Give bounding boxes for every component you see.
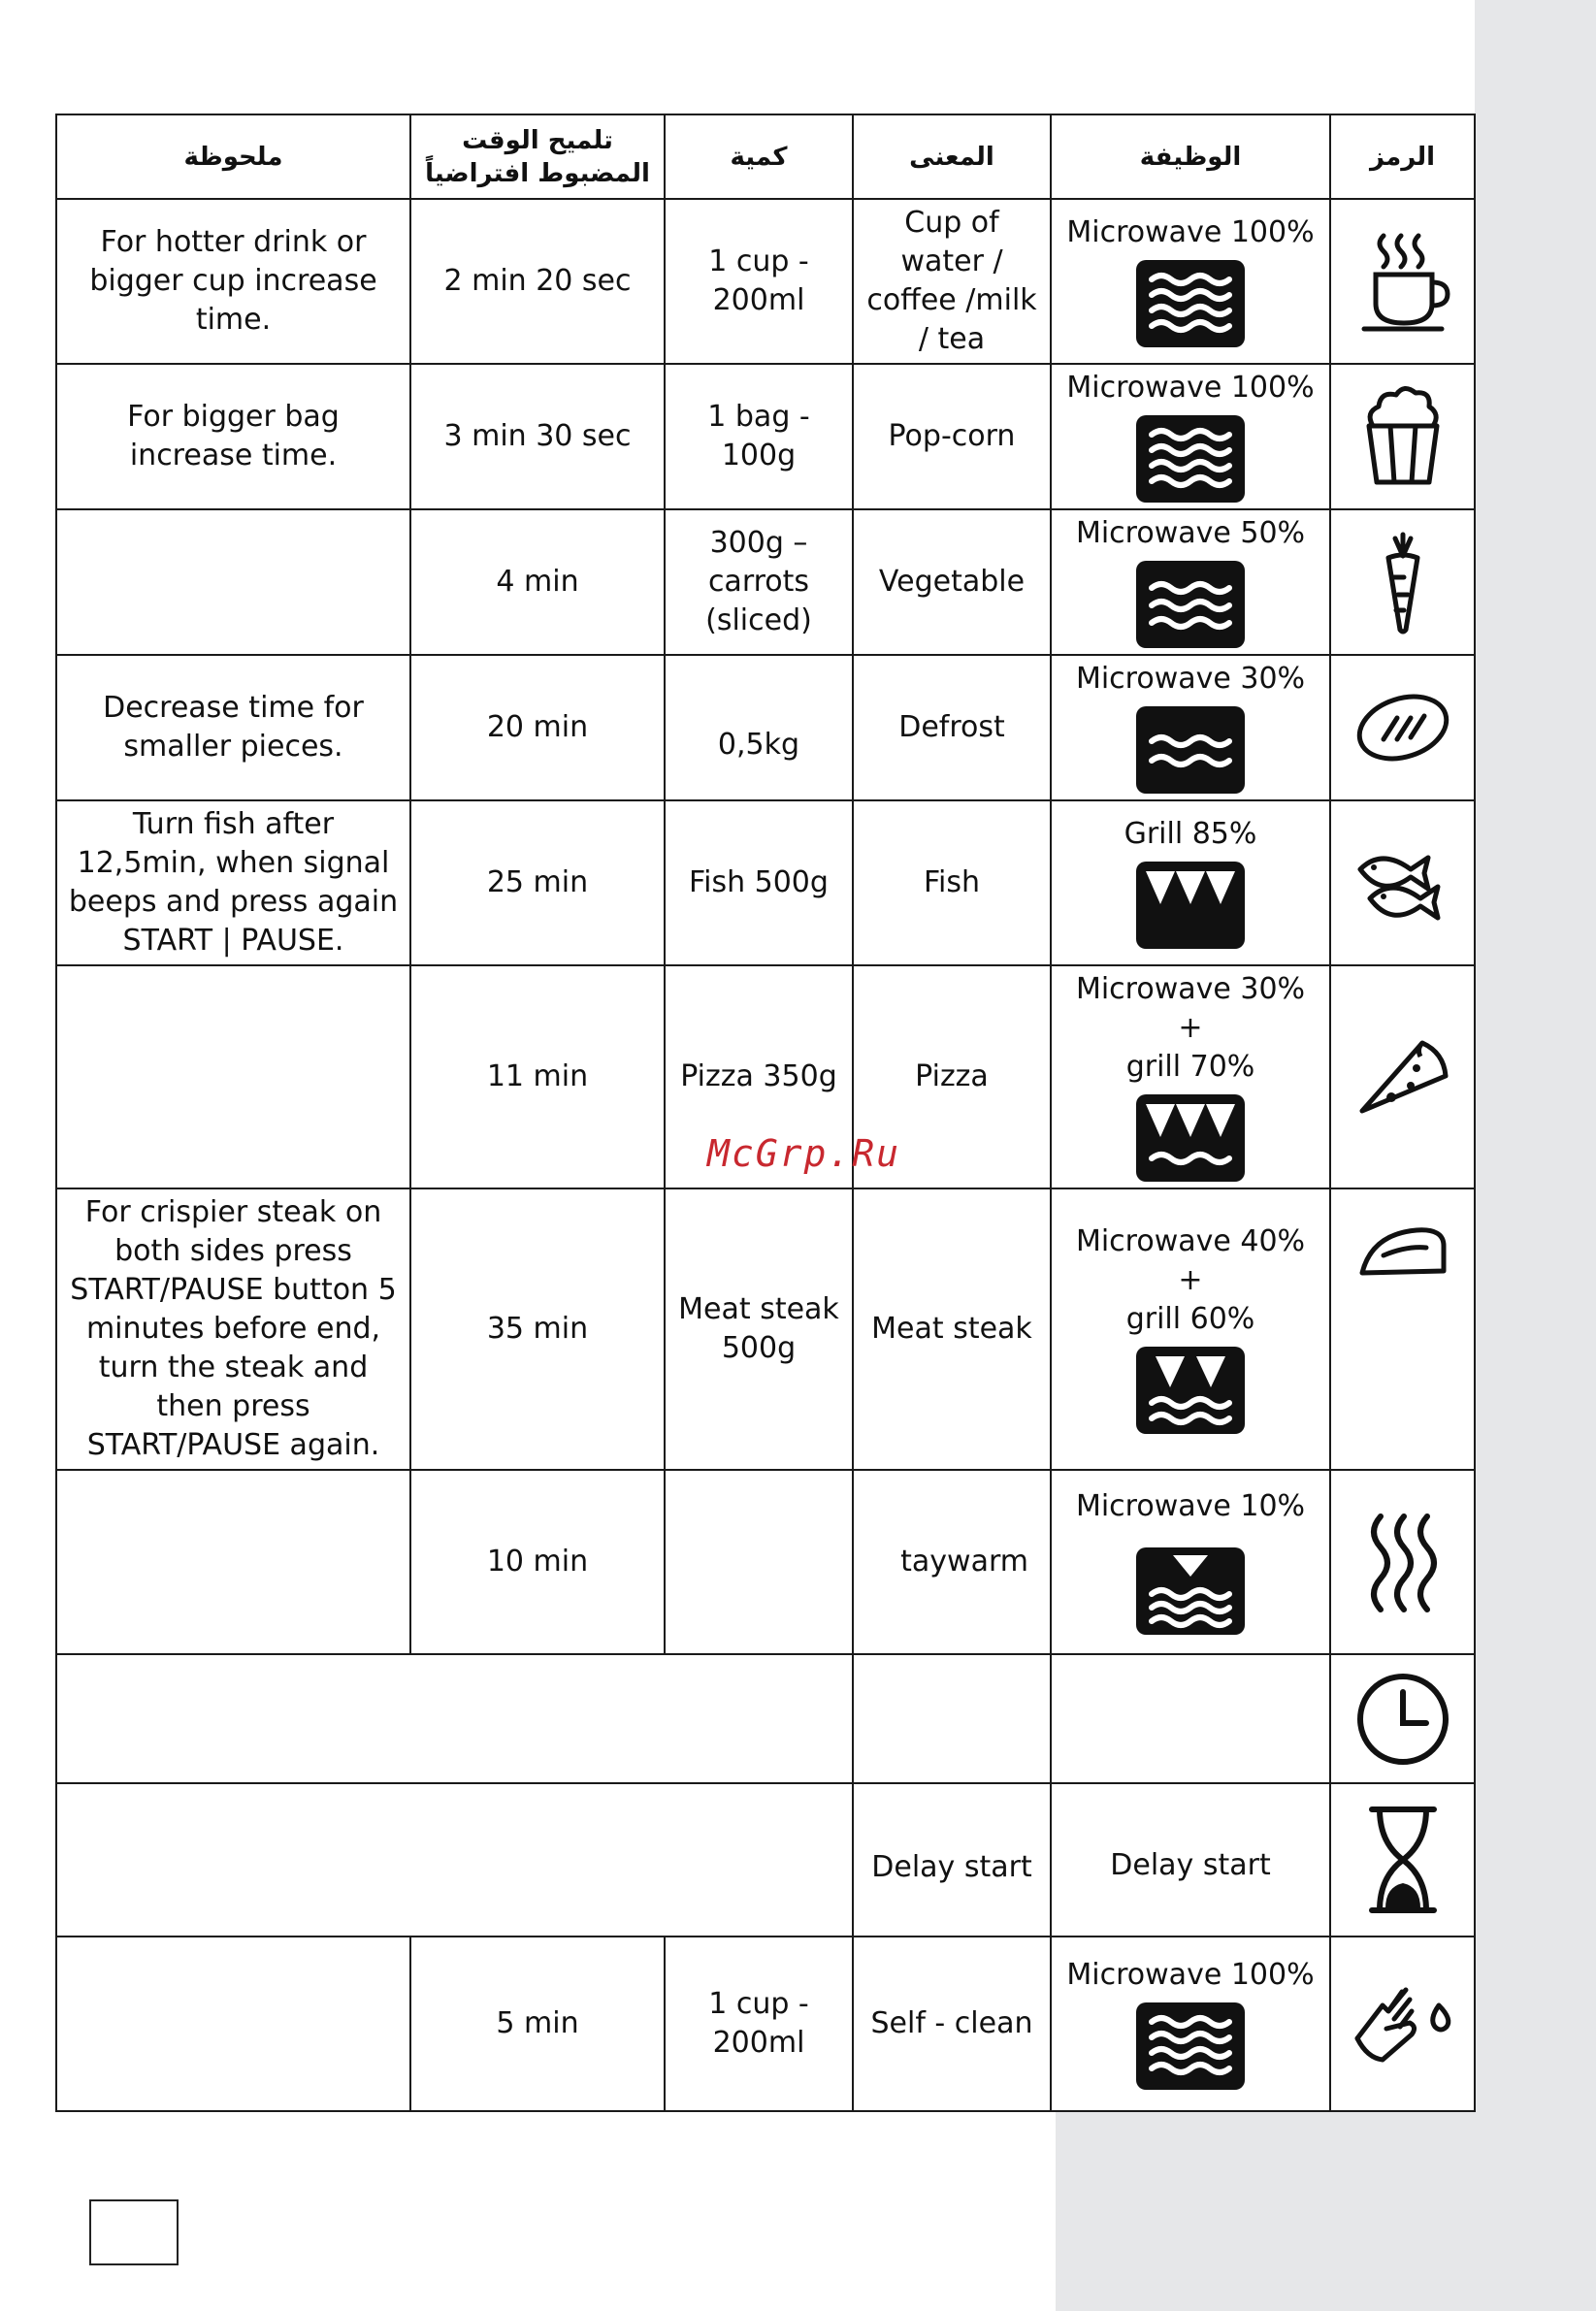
- header-meaning: المعنى: [853, 114, 1051, 199]
- note-cell: [56, 1470, 410, 1654]
- symbol-cell: [1330, 1937, 1475, 2111]
- meaning-cell: Pizza: [853, 965, 1051, 1188]
- function-cell: [1051, 1188, 1330, 1470]
- time-cell: 2 min 20 sec: [410, 199, 665, 364]
- page-number-box: [89, 2199, 179, 2265]
- meaning-cell: Fish: [853, 800, 1051, 965]
- microwave-4waves-icon: [1134, 413, 1247, 505]
- time-cell: 25 min: [410, 800, 665, 965]
- cleaning-hand-icon: [1350, 1980, 1456, 2067]
- hourglass-icon: [1364, 1802, 1442, 1918]
- symbol-cell: [1330, 800, 1475, 965]
- function-cell: [1051, 800, 1330, 965]
- pizza-icon: [1354, 1033, 1451, 1121]
- time-cell: 11 min: [410, 965, 665, 1188]
- cup-icon: [1354, 228, 1451, 335]
- meaning-cell: Defrost: [853, 655, 1051, 800]
- time-cell: 20 min: [410, 655, 665, 800]
- empty-cell: [56, 1654, 853, 1783]
- note-cell: For bigger bag increase time.: [56, 364, 410, 509]
- grill-icon: [1134, 860, 1247, 951]
- bread-icon: [1354, 689, 1451, 766]
- microwave-3waves-icon: [1134, 559, 1247, 650]
- meaning-cell: Cup of water / coffee /milk / tea: [853, 199, 1051, 364]
- table-header-row: [56, 114, 1475, 199]
- page-margin-band-bottom: [1056, 2110, 1596, 2311]
- quantity-cell: [665, 1470, 853, 1654]
- symbol-cell: [1330, 1470, 1475, 1654]
- note-cell: For hotter drink or bigger cup increase time.: [56, 199, 410, 364]
- symbol-cell: [1330, 965, 1475, 1188]
- quantity-cell: 1 cup - 200ml: [665, 1937, 853, 2111]
- function-label: Grill 85%: [1124, 817, 1257, 851]
- header-quantity: كمية: [665, 114, 853, 199]
- note-cell: [56, 965, 410, 1188]
- function-cell: [1051, 655, 1330, 800]
- quantity-cell: 1 cup - 200ml: [665, 199, 853, 364]
- table-row: [56, 364, 1475, 509]
- function-cell: Delay start: [1051, 1783, 1330, 1937]
- table-row: [56, 509, 1475, 655]
- note-cell: For crispier steak on both sides press START/PAUSE button 5 minutes before end, turn the steak and then press START/PAUSE again.: [56, 1188, 410, 1470]
- time-cell: 35 min: [410, 1188, 665, 1470]
- quantity-cell: Fish 500g: [665, 800, 853, 965]
- note-cell: [56, 509, 410, 655]
- meaning-cell: taywarm: [853, 1470, 1051, 1654]
- meaning-cell: Vegetable: [853, 509, 1051, 655]
- table-row: [56, 655, 1475, 800]
- table-row-delay: [56, 1783, 1475, 1937]
- function-cell: [1051, 364, 1330, 509]
- auto-program-table: [55, 114, 1476, 2112]
- function-label: Microwave 100%: [1066, 1958, 1315, 1992]
- symbol-cell: [1330, 655, 1475, 800]
- quantity-cell: Meat steak 500g: [665, 1188, 853, 1470]
- header-time: تلميح الوقت المضبوط افتراضياً: [410, 114, 665, 199]
- symbol-cell: [1330, 1654, 1475, 1783]
- function-cell: [1051, 965, 1330, 1188]
- function-label: Microwave 100%: [1066, 371, 1315, 405]
- time-cell: 4 min: [410, 509, 665, 655]
- function-cell: [1051, 1654, 1330, 1783]
- meaning-cell: Self - clean: [853, 1937, 1051, 2111]
- symbol-cell: [1330, 509, 1475, 655]
- time-cell: 3 min 30 sec: [410, 364, 665, 509]
- function-label: Microwave 30%: [1075, 662, 1306, 696]
- grill-microwave-2waves-icon: [1134, 1345, 1247, 1436]
- steam-icon: [1359, 1509, 1447, 1615]
- symbol-cell: [1330, 364, 1475, 509]
- quantity-cell: 300g – carrots (sliced): [665, 509, 853, 655]
- table-row: [56, 199, 1475, 364]
- table-row-clock: [56, 1654, 1475, 1783]
- quantity-cell: Pizza 350g: [665, 965, 853, 1188]
- function-label: Microwave 10%: [1075, 1489, 1306, 1523]
- clock-icon: [1354, 1671, 1451, 1768]
- symbol-cell: [1330, 1783, 1475, 1937]
- function-cell: [1051, 1470, 1330, 1654]
- carrot-icon: [1369, 529, 1437, 635]
- meaning-cell: Pop-corn: [853, 364, 1051, 509]
- table-row: [56, 1470, 1475, 1654]
- popcorn-icon: [1359, 383, 1447, 490]
- function-cell: [1051, 1937, 1330, 2111]
- table-row-self-clean: [56, 1937, 1475, 2111]
- function-label: Microwave 40% + grill 60%: [1075, 1224, 1306, 1336]
- function-label: Microwave 100%: [1066, 215, 1315, 249]
- microwave-4waves-icon: [1134, 2001, 1247, 2092]
- fish-icon: [1354, 844, 1451, 922]
- grill-microwave-1wave-icon: [1134, 1092, 1247, 1184]
- microwave-4waves-icon: [1134, 258, 1247, 349]
- header-symbol: الرمز: [1330, 114, 1475, 199]
- header-function: الوظيفة: [1051, 114, 1330, 199]
- steak-icon: [1354, 1219, 1451, 1286]
- meaning-cell: [853, 1654, 1051, 1783]
- quantity-cell: 0,5kg: [665, 655, 853, 800]
- function-cell: [1051, 199, 1330, 364]
- meaning-cell: Meat steak: [853, 1188, 1051, 1470]
- function-label: Microwave 50%: [1075, 516, 1306, 550]
- function-label: Microwave 30% + grill 70%: [1075, 972, 1306, 1084]
- note-cell: Decrease time for smaller pieces.: [56, 655, 410, 800]
- time-cell: 10 min: [410, 1470, 665, 1654]
- header-note: ملحوظة: [56, 114, 410, 199]
- keep-warm-icon: [1134, 1546, 1247, 1637]
- watermark: McGrp.Ru: [707, 1132, 901, 1175]
- symbol-cell: [1330, 199, 1475, 364]
- table-row: [56, 1188, 1475, 1470]
- table-row: [56, 800, 1475, 965]
- symbol-cell: [1330, 1188, 1475, 1470]
- quantity-cell: 1 bag - 100g: [665, 364, 853, 509]
- empty-cell: [56, 1783, 853, 1937]
- function-cell: [1051, 509, 1330, 655]
- meaning-cell: Delay start: [853, 1783, 1051, 1937]
- microwave-2waves-icon: [1134, 704, 1247, 796]
- time-cell: 5 min: [410, 1937, 665, 2111]
- note-cell: [56, 1937, 410, 2111]
- note-cell: Turn fish after 12,5min, when signal beeps and press again START | PAUSE.: [56, 800, 410, 965]
